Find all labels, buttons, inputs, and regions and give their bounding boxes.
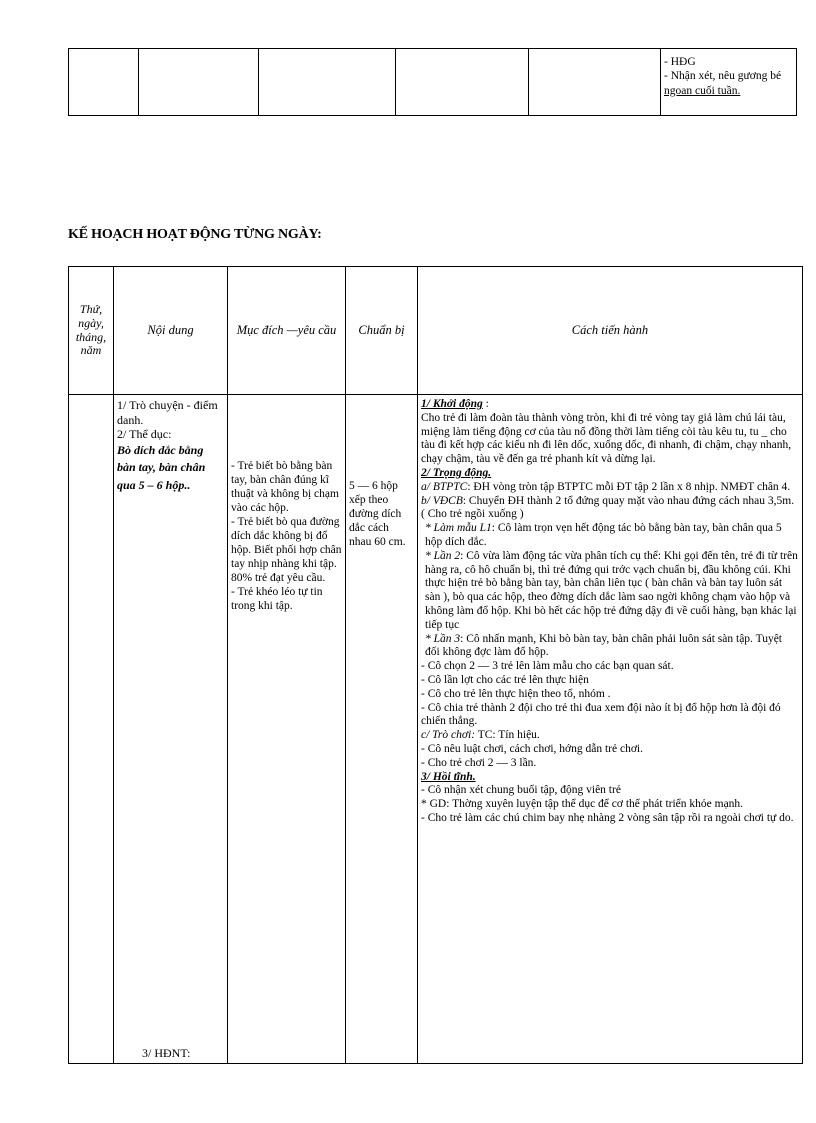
header-prep: Chuẩn bị [346, 267, 418, 395]
note-line: - HĐG [664, 56, 696, 68]
game-step: - Cô nêu luật chơi, cách chơi, hớng dẫn trẻ chơi. [421, 742, 643, 755]
method-cell: 1/ Khởi động : Cho trẻ đi làm đoàn tàu thành vòng tròn, khi đi trẻ vòng tay giả làm chú lái tàu, miệng làm tiếng động cơ của tàu nổ đồng thời làm tiếng còi tàu kêu tu, tu _ cho tàu đi kết hợp các kiểu nh đi lên dốc, xuống dốc, đi nhanh, đi chậm, chạy nhanh, chạy chậm, tàu về đến ga trẻ phanh kít và dừng lại. 2/ Trọng động. a/ BTPTC: ĐH vòng tròn tập BTPTC mỗi ĐT tập 2 lần x 8 nhịp. NMĐT chân 4. b/ VĐCB: Chuyển ĐH thành 2 tổ đứng quay mặt vào nhau đứng cách nhau 3,5m. ( Cho trẻ ngồi xuống ) * Làm mẫu L1: Cô làm trọn vẹn hết động tác bò bằng bàn tay, bàn chân qua 5 hộp dích dắc. * Lần 2: Cô vừa làm động tác vừa phân tích cụ thể: Khi gọi đến tên, trẻ đi từ trên hàng ra, cô hô chuẩn bị, thì trẻ đứng qui trớc vạch chuẩn bị, đầu không cúi. Khi thực hiện trẻ bò bằng bàn tay, bàn chân liên tục ( bàn chân và bàn tay luôn sát sàn ), bò qua các hộp, theo đờng dích dắc làm sao ngời không chạm vào hộp và không làm đổ hộp. Khi bò hết các hộp trẻ đứng dậy đi về cuối hàng, bạn khác lại tiếp tục * Lần 3: Cô nhấn mạnh, Khi bò bàn tay, bàn chân phải luôn sát sàn tập. Tuyệt đối không đợc làm đổ hộp. - Cô chọn 2 — 3 trẻ lên làm mẫu cho các bạn quan sát. - Cô lần lợt cho các trẻ lên thực hiện - Cô cho trẻ lên thực hiện theo tổ, nhóm . - Cô chia trẻ thành 2 đội cho trẻ thi đua xem đội nào ít bị đổ hộp hơn là đội đó chiến thắng. c/ Trò chơi: TC: Tín hiệu. - Cô nêu luật chơi, cách chơi, hớng dẫn trẻ chơi. - Cho trẻ chơi 2 — 3 lần. 3/ Hồi tĩnh. - Cô nhận xét chung buổi tập, động viên trẻ * GD: Thờng xuyên luyện tập thể dục để cơ thể phát triển khỏe mạnh. - Cho trẻ làm các chú chim bay nhẹ nhàng 2 vòng sân tập rồi ra ngoài chơi tự do. [418, 395, 803, 1064]
day-cell [69, 395, 114, 1064]
header-purpose: Mục đích —yêu cầu [228, 267, 346, 395]
warmup-text: Cho trẻ đi làm đoàn tàu thành vòng tròn, khi đi trẻ vòng tay giả làm chú lái tàu, miệng làm tiếng động cơ của tàu nổ đồng thời làm tiếng còi tàu kêu tu, tu _ cho tàu đi kết hợp các kiểu nh đi lên dốc, xuống dốc, đi nhanh, đi chậm, chạy nhanh, chạy chậm, tàu về đến ga trẻ phanh kít và dừng lại. [421, 411, 792, 466]
section-title: KẾ HOẠCH HOẠT ĐỘNG TỪNG NGÀY: [68, 227, 322, 242]
section-cooldown-title: 3/ Hồi tĩnh. [421, 770, 476, 783]
content-cell [114, 395, 228, 1064]
table-cell [529, 49, 661, 116]
step-item: - Cô chia trẻ thành 2 đội cho trẻ thi đua xem đội nào ít bị đổ hộp hơn là đội đó chiến thắng. [421, 701, 781, 728]
purpose-item: - Trẻ khéo léo tự tin trong khi tập. [231, 586, 323, 613]
table-cell [396, 49, 529, 116]
content-item-3: 3/ HĐNT: [142, 1046, 191, 1061]
purpose-cell [228, 395, 346, 1064]
notes-cell [661, 49, 797, 116]
daily-plan-table [68, 266, 803, 1064]
purpose-item: - Trẻ biết bò qua đường dích dắc không bị đổ hộp. Biết phối hợp chân tay nhịp nhàng khi tập. 80% trẻ đạt yêu cầu. [231, 516, 342, 585]
header-row [69, 267, 803, 395]
table-cell [69, 49, 139, 116]
table-cell [139, 49, 259, 116]
end-step: - Cho trẻ làm các chú chim bay nhẹ nhàng 2 vòng sân tập rồi ra ngoài chơi tự do. [421, 811, 794, 824]
label-lan-2: * Lần 2 [425, 549, 461, 562]
header-day: Thứ, ngày, tháng, năm [69, 267, 114, 395]
step-item: - Cô chọn 2 — 3 trẻ lên làm mẫu cho các bạn quan sát. [421, 660, 674, 673]
step-item: - Cô lần lợt cho các trẻ lên thực hiện [421, 673, 589, 686]
note-line: - Nhận xét, nêu gương bé [664, 70, 782, 83]
label-lan-3: * Lần 3 [425, 632, 461, 645]
previous-plan-table [68, 48, 797, 116]
prep-cell [346, 395, 418, 1064]
prep-text: 5 — 6 hộp xếp theo đường dích dắc cách nhau 60 cm. [349, 480, 406, 549]
label-lan-1: * Làm mẫu L1 [425, 522, 492, 535]
label-btptc: a/ BTPTC [421, 480, 468, 493]
purpose-item: - Trẻ biết bò bằng bàn tay, bàn chân đúng kĩ thuật và không bị chạm vào các hộp. [231, 460, 339, 515]
end-step: - Cô nhận xét chung buổi tập, động viên trẻ [421, 784, 621, 797]
table-cell [259, 49, 396, 116]
end-step: * GD: Thờng xuyên luyện tập thể dục để cơ thể phát triển khỏe mạnh. [421, 798, 744, 811]
table-row [69, 395, 803, 1064]
section-warmup-title: 1/ Khởi động [421, 398, 483, 410]
content-item-1: 1/ Trò chuyện - điểm danh. [117, 398, 218, 427]
game-step: - Cho trẻ chơi 2 — 3 lần. [421, 756, 537, 769]
header-method: Cách tiến hành [418, 267, 803, 395]
content-item-2: 2/ Thể dục: [117, 427, 172, 442]
note-line: ngoan cuối tuần. [664, 84, 741, 97]
content-item-2-detail: Bò dích dắc bằng bàn tay, bàn chân qua 5 – 6 hộp.. [117, 442, 206, 492]
section-main-title: 2/ Trọng động. [421, 466, 492, 479]
table-row [69, 49, 797, 116]
header-content: Nội dung [114, 267, 228, 395]
label-vdcb: b/ VĐCB [421, 494, 463, 507]
step-item: - Cô cho trẻ lên thực hiện theo tổ, nhóm . [421, 687, 611, 700]
label-game: c/ Trò chơi: [421, 729, 476, 742]
